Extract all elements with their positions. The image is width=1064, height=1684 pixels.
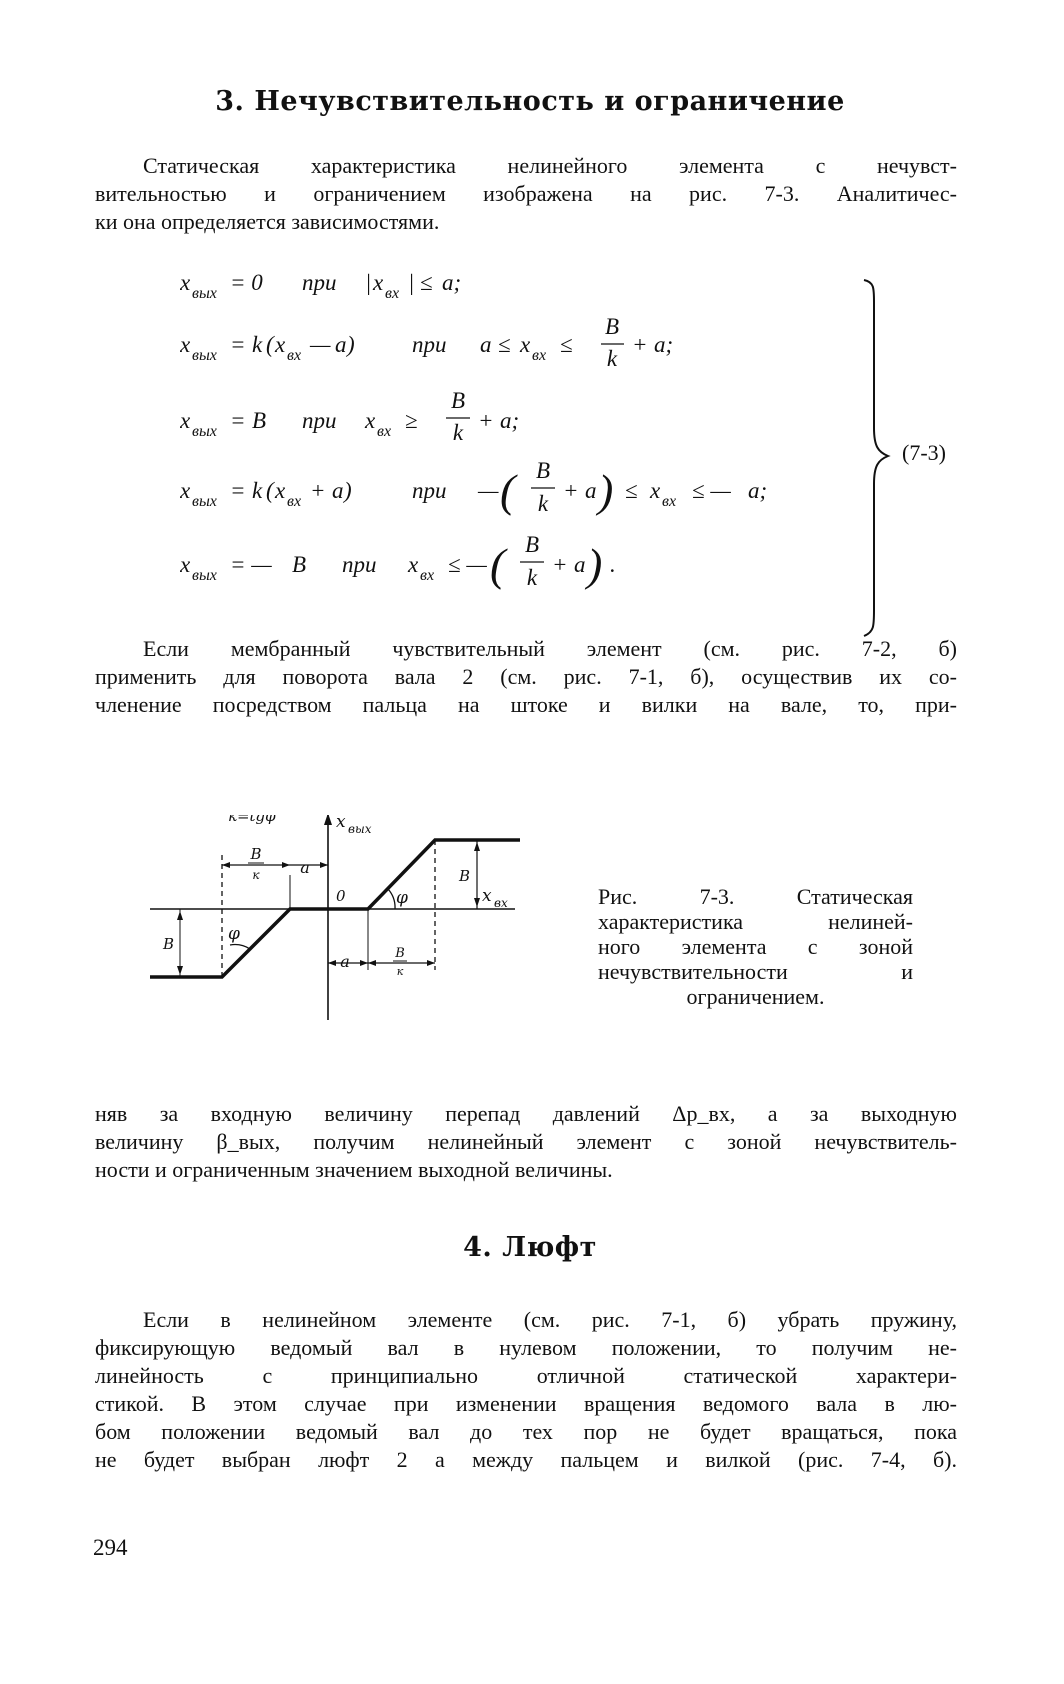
svg-text:вых: вых xyxy=(192,347,217,364)
y-axis-arrow xyxy=(324,815,332,825)
svg-text:+: + xyxy=(478,408,494,433)
equation-system xyxy=(180,268,880,638)
svg-text:k: k xyxy=(606,346,618,371)
svg-text:|: | xyxy=(365,270,372,295)
characteristic-diagram xyxy=(150,815,570,1105)
text-line: фиксирующую ведомый вал в нулевом положении, то получим не- xyxy=(95,1335,957,1360)
page-number: 294 xyxy=(93,1535,128,1560)
label-phi: φ xyxy=(396,888,408,908)
paragraph-2 xyxy=(95,635,957,719)
arrow-head xyxy=(222,862,230,868)
svg-text:=: = xyxy=(230,332,246,357)
svg-text:a;: a; xyxy=(500,408,520,433)
svg-text:=: = xyxy=(230,478,246,503)
caption-line: ного элемента с зоной xyxy=(598,934,913,959)
text-line: линейность с принципиально отличной статической характери- xyxy=(95,1363,957,1388)
text-line: членение посредством пальца на штоке и вилки на вале, то, при- xyxy=(95,692,957,717)
svg-text:k: k xyxy=(252,478,263,503)
svg-text:): ) xyxy=(344,478,352,503)
svg-text:x: x xyxy=(180,270,191,295)
svg-text:≤: ≤ xyxy=(625,478,638,503)
svg-text:≥: ≥ xyxy=(405,408,418,433)
text-line: ности и ограниченным значением выходной величины. xyxy=(95,1157,613,1182)
svg-text:B: B xyxy=(450,388,466,413)
intro-paragraph xyxy=(95,152,957,236)
svg-text:|: | xyxy=(408,270,415,295)
svg-text:вх: вх xyxy=(662,493,677,510)
svg-text:.: . xyxy=(610,552,616,577)
svg-text:—: — xyxy=(478,478,499,503)
svg-text:≤: ≤ xyxy=(560,332,573,357)
svg-text:= —: = — xyxy=(230,552,272,577)
equation-5 xyxy=(180,532,616,590)
svg-text:при: при xyxy=(302,408,337,433)
svg-text:вх: вх xyxy=(377,423,392,440)
svg-text:x: x xyxy=(408,552,419,577)
text-line: применить для поворота вала 2 (см. рис. 7-1, б), осуществив их со- xyxy=(95,664,957,689)
svg-text:k: k xyxy=(252,332,263,357)
svg-text:k: k xyxy=(452,420,464,445)
paragraph-4 xyxy=(95,1306,957,1474)
caption-line: нечувствительности и xyxy=(598,959,913,984)
svg-text:a: a xyxy=(480,332,492,357)
svg-text:B: B xyxy=(292,552,307,577)
x-axis-label: x xyxy=(482,886,492,906)
caption-line: ограничением. xyxy=(686,984,825,1009)
paragraph-3 xyxy=(95,1100,957,1184)
figure-7-3 xyxy=(150,815,570,1105)
label-a-bottom: a xyxy=(340,952,350,971)
right-brace xyxy=(858,278,898,638)
y-axis-label: x xyxy=(336,815,346,832)
svg-text:вх: вх xyxy=(420,567,435,584)
label-phi: φ xyxy=(228,924,240,944)
svg-text:k: k xyxy=(526,565,538,590)
svg-text:при: при xyxy=(342,552,377,577)
text-line: Если в нелинейном элементе (см. рис. 7-1, б) убрать пружину, xyxy=(143,1307,957,1332)
svg-text:(: ( xyxy=(500,465,516,516)
svg-text:—: — xyxy=(310,332,331,357)
label-k: к xyxy=(252,868,260,882)
svg-text:вых: вых xyxy=(192,423,217,440)
equation-number: (7-3) xyxy=(902,440,946,465)
svg-text:x: x xyxy=(180,408,191,433)
arrow-head xyxy=(282,862,290,868)
label-B: B xyxy=(250,845,262,863)
svg-text:≤ —: ≤ — xyxy=(448,552,487,577)
equation-3 xyxy=(180,388,519,445)
text-line: вительностью и ограничением изображена на рис. 7-3. Аналитичес- xyxy=(95,181,957,206)
svg-text:): ) xyxy=(587,539,603,590)
svg-text:a: a xyxy=(332,478,344,503)
caption-line: Рис. 7-3. Статическая xyxy=(598,884,913,909)
svg-text:a;: a; xyxy=(748,478,768,503)
origin-label: 0 xyxy=(336,887,346,905)
svg-text:k: k xyxy=(537,491,549,516)
svg-text:при: при xyxy=(302,270,337,295)
svg-text:≤: ≤ xyxy=(420,270,433,295)
label-B-left: B xyxy=(162,935,174,953)
slope-label: к=tgφ xyxy=(228,815,276,825)
svg-text:B: B xyxy=(604,314,620,339)
svg-text:+: + xyxy=(552,552,568,577)
text-line: величину β_вых, получим нелинейный элемент с зоной нечувствитель- xyxy=(95,1129,957,1154)
svg-text:B: B xyxy=(524,532,540,557)
svg-text:B: B xyxy=(252,408,267,433)
svg-text:(: ( xyxy=(266,332,274,357)
svg-text:+: + xyxy=(563,478,579,503)
text-line: не будет выбран люфт 2 a между пальцем и вилкой (рис. 7-4, б). xyxy=(95,1447,957,1472)
caption-line: характеристика нелиней- xyxy=(598,909,913,934)
text-line: бом положении ведомый вал до тех пор не будет вращаться, пока xyxy=(95,1419,957,1444)
svg-text:вх: вх xyxy=(287,347,302,364)
equation-1 xyxy=(180,270,461,302)
text-line: стикой. В этом случае при изменении вращения ведомого вала в лю- xyxy=(95,1391,957,1416)
text-line: Статическая характеристика нелинейного элемента с нечувст- xyxy=(143,153,957,178)
y-axis-sub: вых xyxy=(348,822,372,836)
svg-text:x: x xyxy=(180,552,191,577)
x-axis-sub: вх xyxy=(494,896,508,910)
svg-text:вх: вх xyxy=(385,285,400,302)
label-k: к xyxy=(396,965,404,978)
label-a-top: a xyxy=(300,858,310,877)
svg-text:x: x xyxy=(650,478,661,503)
svg-text:x: x xyxy=(180,332,191,357)
svg-text:a: a xyxy=(335,332,347,357)
svg-text:a: a xyxy=(585,478,597,503)
svg-text:a: a xyxy=(574,552,586,577)
svg-text:вых: вых xyxy=(192,567,217,584)
svg-text:x: x xyxy=(275,332,286,357)
svg-text:x: x xyxy=(520,332,531,357)
svg-text:при: при xyxy=(412,478,447,503)
svg-text:a;: a; xyxy=(442,270,462,295)
svg-text:≤: ≤ xyxy=(498,332,511,357)
label-B-right: B xyxy=(458,867,470,885)
svg-text:=: = xyxy=(230,408,246,433)
svg-text:x: x xyxy=(365,408,376,433)
svg-text:вх: вх xyxy=(287,493,302,510)
section-heading-3: 3. Нечувствительность и ограничение xyxy=(215,86,845,117)
text-line: Если мембранный чувствительный элемент (см. рис. 7-2, б) xyxy=(143,636,957,661)
svg-text:): ) xyxy=(347,332,355,357)
svg-text:a;: a; xyxy=(654,332,674,357)
svg-text:(: ( xyxy=(266,478,274,503)
label-B: B xyxy=(395,946,405,961)
equation-4 xyxy=(180,458,767,516)
svg-text:≤ —: ≤ — xyxy=(692,478,731,503)
svg-text:B: B xyxy=(535,458,551,483)
section-heading-4: 4. Люфт xyxy=(463,1232,597,1263)
svg-text:+: + xyxy=(632,332,648,357)
svg-text:вых: вых xyxy=(192,285,217,302)
svg-text:+: + xyxy=(310,478,326,503)
equations-svg xyxy=(180,268,880,638)
svg-text:x: x xyxy=(180,478,191,503)
svg-text:= 0: = 0 xyxy=(230,270,263,295)
text-line: няв за входную величину перепад давлений Δp_вх, а за выходную xyxy=(95,1101,957,1126)
svg-text:вых: вых xyxy=(192,493,217,510)
svg-text:вх: вх xyxy=(532,347,547,364)
svg-text:при: при xyxy=(412,332,447,357)
svg-text:): ) xyxy=(598,465,614,516)
svg-text:x: x xyxy=(275,478,286,503)
equation-2 xyxy=(180,314,673,371)
text-line: ки она определяется зависимостями. xyxy=(95,209,440,234)
svg-text:(: ( xyxy=(490,539,506,590)
svg-text:x: x xyxy=(373,270,384,295)
figure-caption xyxy=(598,884,913,1009)
